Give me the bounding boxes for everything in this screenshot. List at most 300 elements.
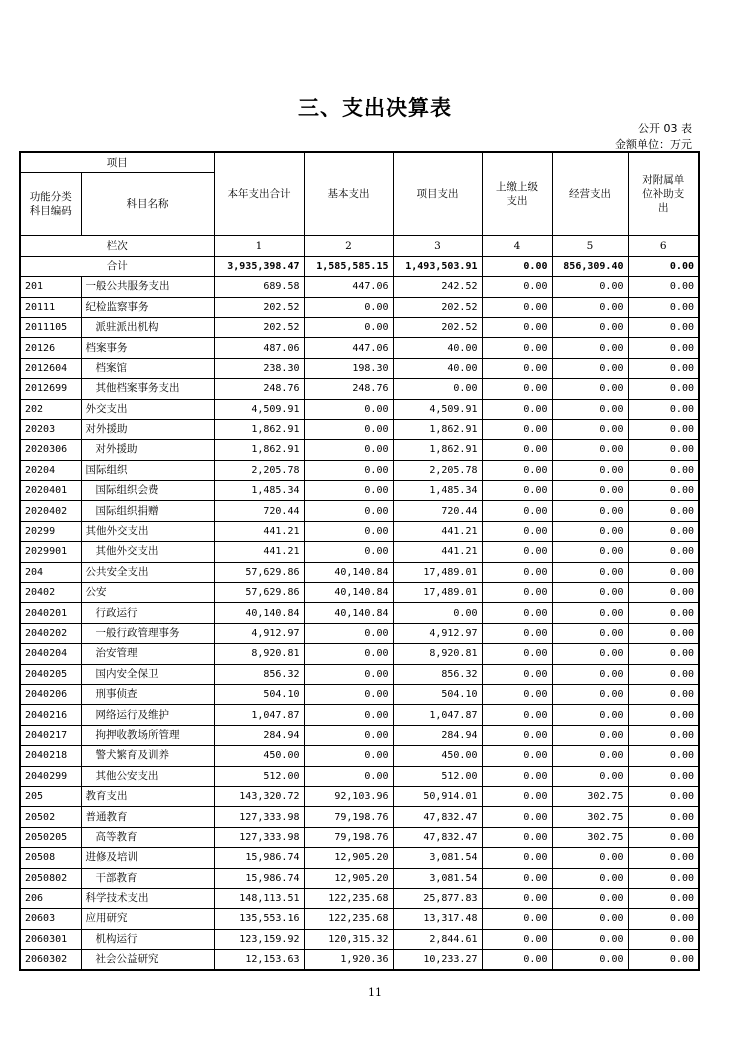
total-value: 1,585,585.15 <box>304 256 393 276</box>
table-row <box>20 440 699 460</box>
row-value: 0.00 <box>482 929 552 949</box>
header-col-6: 对附属单 位补助支 出 <box>628 152 699 236</box>
row-value: 8,920.81 <box>393 644 482 664</box>
seq-num: 3 <box>393 236 482 256</box>
row-value: 0.00 <box>304 460 393 480</box>
row-name: 派驻派出机构 <box>81 317 214 337</box>
total-value: 0.00 <box>482 256 552 276</box>
row-name: 行政运行 <box>81 603 214 623</box>
row-value: 1,862.91 <box>393 419 482 439</box>
row-value: 0.00 <box>304 297 393 317</box>
row-value: 0.00 <box>628 909 699 929</box>
total-value: 3,935,398.47 <box>214 256 304 276</box>
row-value: 79,198.76 <box>304 807 393 827</box>
row-code: 2040299 <box>20 766 81 786</box>
row-value: 0.00 <box>552 929 628 949</box>
row-value: 17,489.01 <box>393 562 482 582</box>
row-value: 15,986.74 <box>214 868 304 888</box>
row-value: 0.00 <box>482 725 552 745</box>
row-name: 外交支出 <box>81 399 214 419</box>
row-value: 127,333.98 <box>214 827 304 847</box>
row-value: 0.00 <box>628 623 699 643</box>
row-value: 3,081.54 <box>393 868 482 888</box>
row-value: 0.00 <box>628 848 699 868</box>
row-value: 0.00 <box>482 909 552 929</box>
row-value: 0.00 <box>628 460 699 480</box>
row-value: 720.44 <box>393 501 482 521</box>
row-value: 0.00 <box>552 664 628 684</box>
row-value: 0.00 <box>552 419 628 439</box>
row-value: 40,140.84 <box>304 583 393 603</box>
row-value: 487.06 <box>214 338 304 358</box>
row-value: 0.00 <box>552 358 628 378</box>
expenditure-table <box>19 151 700 971</box>
row-value: 122,235.68 <box>304 888 393 908</box>
table-row <box>20 848 699 868</box>
row-value: 0.00 <box>628 358 699 378</box>
row-code: 20203 <box>20 419 81 439</box>
row-value: 0.00 <box>552 644 628 664</box>
table-row <box>20 603 699 623</box>
row-value: 0.00 <box>482 501 552 521</box>
row-value: 40.00 <box>393 338 482 358</box>
row-value: 0.00 <box>552 460 628 480</box>
total-row <box>20 256 699 276</box>
table-row <box>20 766 699 786</box>
row-value: 0.00 <box>482 379 552 399</box>
row-value: 202.52 <box>214 297 304 317</box>
row-name: 刑事侦查 <box>81 684 214 704</box>
row-value: 0.00 <box>628 664 699 684</box>
row-name: 其他公安支出 <box>81 766 214 786</box>
table-row <box>20 684 699 704</box>
row-code: 20204 <box>20 460 81 480</box>
row-value: 198.30 <box>304 358 393 378</box>
table-row <box>20 297 699 317</box>
table-row <box>20 929 699 949</box>
row-name: 档案事务 <box>81 338 214 358</box>
row-name: 治安管理 <box>81 644 214 664</box>
seq-num: 4 <box>482 236 552 256</box>
form-number: 公开 03 表 <box>638 122 692 135</box>
row-name: 普通教育 <box>81 807 214 827</box>
row-code: 2040217 <box>20 725 81 745</box>
row-value: 1,047.87 <box>393 705 482 725</box>
row-value: 4,912.97 <box>214 623 304 643</box>
row-value: 447.06 <box>304 338 393 358</box>
row-value: 0.00 <box>304 419 393 439</box>
row-value: 8,920.81 <box>214 644 304 664</box>
table-row <box>20 664 699 684</box>
row-name: 其他档案事务支出 <box>81 379 214 399</box>
row-code: 2060301 <box>20 929 81 949</box>
row-value: 0.00 <box>482 888 552 908</box>
page-number: 11 <box>368 986 382 999</box>
row-value: 0.00 <box>552 501 628 521</box>
seq-num: 1 <box>214 236 304 256</box>
row-value: 0.00 <box>304 705 393 725</box>
row-value: 0.00 <box>628 440 699 460</box>
row-value: 0.00 <box>304 664 393 684</box>
unit-label: 金额单位：万元 <box>615 138 692 151</box>
row-code: 2040218 <box>20 746 81 766</box>
header-col-5: 经营支出 <box>552 152 628 236</box>
row-value: 3,081.54 <box>393 848 482 868</box>
row-value: 0.00 <box>628 521 699 541</box>
row-value: 123,159.92 <box>214 929 304 949</box>
row-value: 0.00 <box>552 766 628 786</box>
row-name: 机构运行 <box>81 929 214 949</box>
seq-label: 栏次 <box>20 236 214 256</box>
row-value: 0.00 <box>482 317 552 337</box>
header-col-3: 项目支出 <box>393 152 482 236</box>
row-code: 2060302 <box>20 950 81 971</box>
table-row <box>20 501 699 521</box>
row-value: 40.00 <box>393 358 482 378</box>
row-value: 248.76 <box>304 379 393 399</box>
row-code: 2040202 <box>20 623 81 643</box>
table-row <box>20 623 699 643</box>
row-value: 302.75 <box>552 786 628 806</box>
row-value: 4,509.91 <box>393 399 482 419</box>
row-value: 0.00 <box>482 481 552 501</box>
row-value: 0.00 <box>552 705 628 725</box>
row-value: 0.00 <box>628 644 699 664</box>
row-value: 122,235.68 <box>304 909 393 929</box>
table-row <box>20 277 699 297</box>
row-value: 450.00 <box>393 746 482 766</box>
row-value: 0.00 <box>482 848 552 868</box>
row-value: 202.52 <box>214 317 304 337</box>
seq-num: 2 <box>304 236 393 256</box>
row-code: 20299 <box>20 521 81 541</box>
row-value: 0.00 <box>552 746 628 766</box>
row-value: 0.00 <box>482 521 552 541</box>
row-value: 0.00 <box>482 542 552 562</box>
row-value: 4,912.97 <box>393 623 482 643</box>
row-value: 0.00 <box>482 562 552 582</box>
row-value: 0.00 <box>628 379 699 399</box>
row-value: 57,629.86 <box>214 583 304 603</box>
seq-row <box>20 236 699 256</box>
row-value: 15,986.74 <box>214 848 304 868</box>
table-row <box>20 521 699 541</box>
row-value: 0.00 <box>628 888 699 908</box>
row-code: 20402 <box>20 583 81 603</box>
row-value: 0.00 <box>552 868 628 888</box>
row-value: 12,905.20 <box>304 848 393 868</box>
table-row <box>20 746 699 766</box>
row-name: 一般公共服务支出 <box>81 277 214 297</box>
row-value: 0.00 <box>482 399 552 419</box>
row-name: 公共安全支出 <box>81 562 214 582</box>
row-name: 公安 <box>81 583 214 603</box>
row-value: 0.00 <box>304 725 393 745</box>
row-value: 441.21 <box>393 542 482 562</box>
row-value: 0.00 <box>552 338 628 358</box>
row-value: 1,047.87 <box>214 705 304 725</box>
row-code: 20508 <box>20 848 81 868</box>
row-code: 20603 <box>20 909 81 929</box>
row-value: 0.00 <box>482 786 552 806</box>
row-code: 2040206 <box>20 684 81 704</box>
row-name: 高等教育 <box>81 827 214 847</box>
header-col-2: 基本支出 <box>304 152 393 236</box>
row-value: 0.00 <box>552 562 628 582</box>
row-value: 238.30 <box>214 358 304 378</box>
row-value: 0.00 <box>628 481 699 501</box>
row-code: 2040205 <box>20 664 81 684</box>
row-value: 0.00 <box>552 725 628 745</box>
row-value: 0.00 <box>552 848 628 868</box>
row-value: 441.21 <box>214 521 304 541</box>
row-name: 纪检监察事务 <box>81 297 214 317</box>
row-value: 0.00 <box>482 603 552 623</box>
row-value: 856.32 <box>214 664 304 684</box>
row-code: 20126 <box>20 338 81 358</box>
row-name: 科学技术支出 <box>81 888 214 908</box>
row-value: 248.76 <box>214 379 304 399</box>
row-code: 2012604 <box>20 358 81 378</box>
seq-num: 6 <box>628 236 699 256</box>
row-value: 0.00 <box>552 603 628 623</box>
row-value: 4,509.91 <box>214 399 304 419</box>
row-value: 0.00 <box>482 358 552 378</box>
row-value: 0.00 <box>552 909 628 929</box>
row-value: 689.58 <box>214 277 304 297</box>
row-name: 对外援助 <box>81 440 214 460</box>
table-row <box>20 909 699 929</box>
table-row <box>20 358 699 378</box>
row-value: 0.00 <box>552 521 628 541</box>
row-value: 0.00 <box>482 297 552 317</box>
row-value: 0.00 <box>304 542 393 562</box>
total-value: 856,309.40 <box>552 256 628 276</box>
row-value: 2,205.78 <box>214 460 304 480</box>
row-value: 0.00 <box>552 542 628 562</box>
row-value: 0.00 <box>628 827 699 847</box>
table-row <box>20 379 699 399</box>
row-value: 0.00 <box>482 277 552 297</box>
row-value: 512.00 <box>393 766 482 786</box>
row-value: 0.00 <box>628 725 699 745</box>
row-code: 205 <box>20 786 81 806</box>
row-value: 0.00 <box>482 664 552 684</box>
row-value: 0.00 <box>304 481 393 501</box>
row-value: 504.10 <box>393 684 482 704</box>
row-value: 0.00 <box>552 440 628 460</box>
row-value: 0.00 <box>304 521 393 541</box>
row-value: 0.00 <box>482 419 552 439</box>
row-value: 40,140.84 <box>214 603 304 623</box>
table-row <box>20 725 699 745</box>
row-value: 1,485.34 <box>393 481 482 501</box>
total-label: 合计 <box>20 256 214 276</box>
total-value: 0.00 <box>628 256 699 276</box>
row-value: 0.00 <box>628 501 699 521</box>
row-value: 302.75 <box>552 807 628 827</box>
row-code: 20502 <box>20 807 81 827</box>
row-value: 202.52 <box>393 297 482 317</box>
row-value: 0.00 <box>482 868 552 888</box>
row-code: 2012699 <box>20 379 81 399</box>
row-code: 2050802 <box>20 868 81 888</box>
row-value: 12,905.20 <box>304 868 393 888</box>
table-row <box>20 950 699 971</box>
row-value: 1,485.34 <box>214 481 304 501</box>
row-code: 2040204 <box>20 644 81 664</box>
row-value: 2,844.61 <box>393 929 482 949</box>
row-value: 504.10 <box>214 684 304 704</box>
table-row <box>20 338 699 358</box>
row-value: 12,153.63 <box>214 950 304 971</box>
row-value: 0.00 <box>628 583 699 603</box>
row-value: 25,877.83 <box>393 888 482 908</box>
row-value: 0.00 <box>482 684 552 704</box>
row-value: 0.00 <box>628 317 699 337</box>
table-row <box>20 827 699 847</box>
row-value: 0.00 <box>628 868 699 888</box>
row-value: 512.00 <box>214 766 304 786</box>
row-value: 0.00 <box>304 501 393 521</box>
row-value: 0.00 <box>552 950 628 971</box>
row-code: 2040216 <box>20 705 81 725</box>
row-value: 0.00 <box>304 644 393 664</box>
row-value: 0.00 <box>304 766 393 786</box>
row-code: 20111 <box>20 297 81 317</box>
row-value: 0.00 <box>482 950 552 971</box>
row-value: 441.21 <box>393 521 482 541</box>
row-value: 0.00 <box>552 888 628 908</box>
row-value: 57,629.86 <box>214 562 304 582</box>
row-value: 0.00 <box>552 684 628 704</box>
row-code: 2020401 <box>20 481 81 501</box>
row-value: 202.52 <box>393 317 482 337</box>
row-code: 206 <box>20 888 81 908</box>
row-code: 2011105 <box>20 317 81 337</box>
row-value: 0.00 <box>628 705 699 725</box>
row-value: 0.00 <box>628 562 699 582</box>
row-value: 0.00 <box>482 440 552 460</box>
row-value: 0.00 <box>482 460 552 480</box>
row-value: 13,317.48 <box>393 909 482 929</box>
row-value: 17,489.01 <box>393 583 482 603</box>
row-value: 0.00 <box>482 644 552 664</box>
row-value: 0.00 <box>552 583 628 603</box>
table-row <box>20 705 699 725</box>
row-value: 0.00 <box>628 297 699 317</box>
row-value: 1,862.91 <box>393 440 482 460</box>
row-value: 0.00 <box>304 684 393 704</box>
row-name: 社会公益研究 <box>81 950 214 971</box>
row-value: 148,113.51 <box>214 888 304 908</box>
row-name: 教育支出 <box>81 786 214 806</box>
row-value: 450.00 <box>214 746 304 766</box>
row-value: 2,205.78 <box>393 460 482 480</box>
header-col-1: 本年支出合计 <box>214 152 304 236</box>
row-name: 应用研究 <box>81 909 214 929</box>
table-row <box>20 562 699 582</box>
row-value: 0.00 <box>628 684 699 704</box>
row-name: 网络运行及维护 <box>81 705 214 725</box>
row-name: 对外援助 <box>81 419 214 439</box>
row-value: 0.00 <box>482 705 552 725</box>
row-value: 0.00 <box>628 338 699 358</box>
row-value: 0.00 <box>552 379 628 399</box>
row-name: 国际组织会费 <box>81 481 214 501</box>
row-value: 0.00 <box>628 399 699 419</box>
header-code: 功能分类 科目编码 <box>20 173 81 236</box>
table-row <box>20 807 699 827</box>
row-value: 441.21 <box>214 542 304 562</box>
row-name: 干部教育 <box>81 868 214 888</box>
row-value: 0.00 <box>304 440 393 460</box>
row-value: 1,862.91 <box>214 440 304 460</box>
row-name: 警犬繁育及训养 <box>81 746 214 766</box>
row-value: 0.00 <box>628 950 699 971</box>
header-name: 科目名称 <box>81 173 214 236</box>
row-value: 856.32 <box>393 664 482 684</box>
row-value: 447.06 <box>304 277 393 297</box>
table-row <box>20 481 699 501</box>
row-code: 2040201 <box>20 603 81 623</box>
row-value: 0.00 <box>552 623 628 643</box>
table-row <box>20 888 699 908</box>
row-value: 284.94 <box>393 725 482 745</box>
row-value: 0.00 <box>393 603 482 623</box>
row-value: 0.00 <box>552 317 628 337</box>
table-row <box>20 542 699 562</box>
row-value: 0.00 <box>628 786 699 806</box>
row-value: 50,914.01 <box>393 786 482 806</box>
row-value: 0.00 <box>628 277 699 297</box>
row-name: 拘押收教场所管理 <box>81 725 214 745</box>
row-value: 92,103.96 <box>304 786 393 806</box>
row-value: 0.00 <box>304 746 393 766</box>
row-code: 202 <box>20 399 81 419</box>
row-value: 0.00 <box>482 338 552 358</box>
row-value: 120,315.32 <box>304 929 393 949</box>
row-name: 国际组织捐赠 <box>81 501 214 521</box>
row-value: 47,832.47 <box>393 827 482 847</box>
table-row <box>20 419 699 439</box>
row-code: 2050205 <box>20 827 81 847</box>
row-name: 一般行政管理事务 <box>81 623 214 643</box>
row-value: 0.00 <box>482 827 552 847</box>
row-name: 其他外交支出 <box>81 542 214 562</box>
row-value: 0.00 <box>482 766 552 786</box>
table-row <box>20 786 699 806</box>
row-value: 1,862.91 <box>214 419 304 439</box>
table-row <box>20 460 699 480</box>
row-value: 10,233.27 <box>393 950 482 971</box>
row-value: 0.00 <box>552 297 628 317</box>
header-item: 项目 <box>20 152 214 173</box>
row-value: 0.00 <box>628 766 699 786</box>
row-value: 284.94 <box>214 725 304 745</box>
row-name: 其他外交支出 <box>81 521 214 541</box>
row-value: 127,333.98 <box>214 807 304 827</box>
row-value: 79,198.76 <box>304 827 393 847</box>
row-value: 0.00 <box>628 603 699 623</box>
page-title: 三、支出决算表 <box>298 96 452 120</box>
row-name: 进修及培训 <box>81 848 214 868</box>
row-value: 0.00 <box>393 379 482 399</box>
row-value: 135,553.16 <box>214 909 304 929</box>
row-code: 2020306 <box>20 440 81 460</box>
table-row <box>20 868 699 888</box>
row-value: 0.00 <box>304 623 393 643</box>
